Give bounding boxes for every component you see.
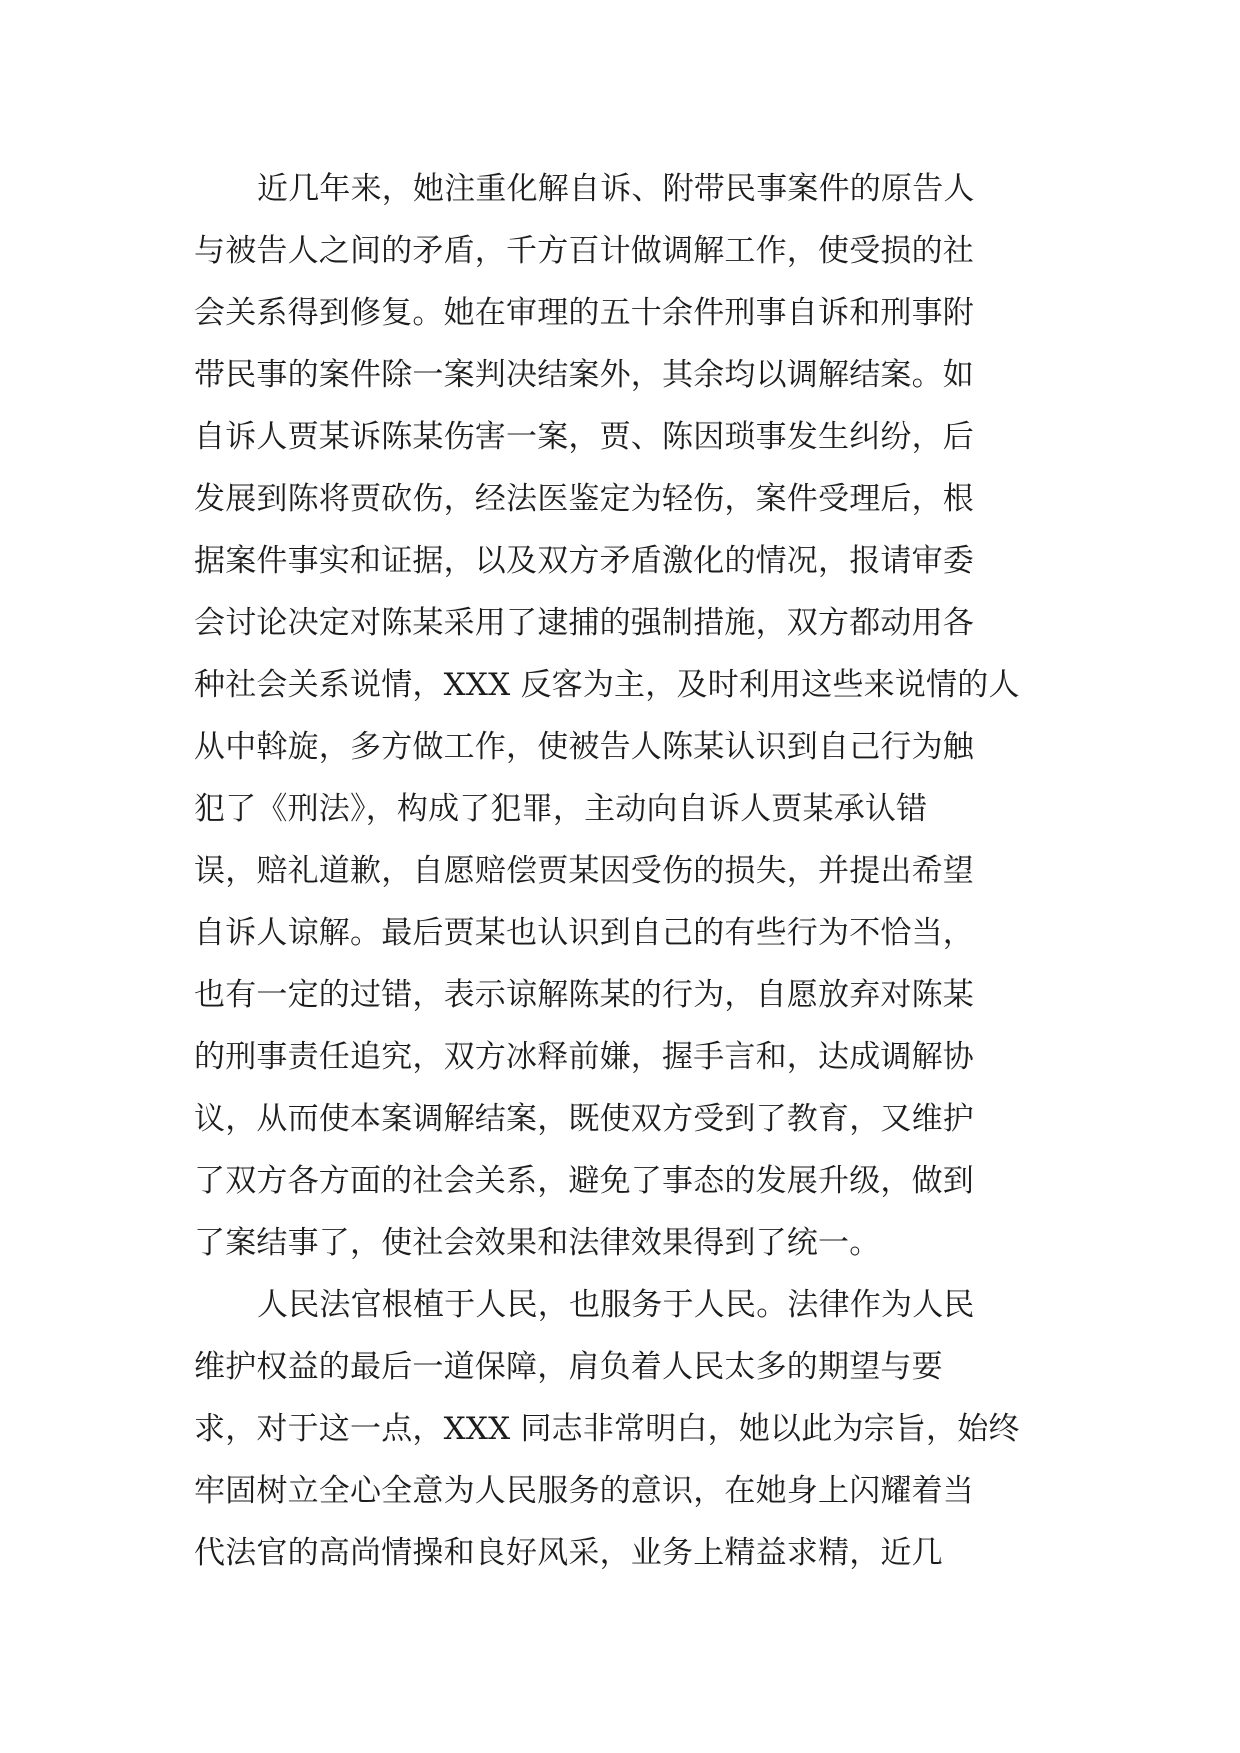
- paragraph-2-line-3: 求，对于这一点，XXX 同志非常明白，她以此为宗旨，始终: [194, 1411, 1020, 1447]
- paragraph-2-line-5: 代法官的高尚情操和良好风采，业务上精益求精，近几: [194, 1535, 943, 1571]
- paragraph-1-line-17: 了双方各方面的社会关系，避免了事态的发展升级，做到: [194, 1163, 974, 1199]
- paragraph-1-line-1: 近几年来，她注重化解自诉、附带民事案件的原告人: [257, 171, 975, 207]
- paragraph-1-line-10: 从中斡旋，多方做工作，使被告人陈某认识到自己行为触: [194, 729, 974, 765]
- paragraph-1-line-9: 种社会关系说情，XXX 反客为主，及时利用这些来说情的人: [194, 667, 1020, 703]
- paragraph-1-line-15: 的刑事责任追究，双方冰释前嫌，握手言和，达成调解协: [194, 1039, 974, 1075]
- paragraph-2-line-1: 人民法官根植于人民，也服务于人民。法律作为人民: [257, 1287, 975, 1323]
- paragraph-1-line-14: 也有一定的过错，表示谅解陈某的行为，自愿放弃对陈某: [194, 977, 974, 1013]
- paragraph-1-line-13: 自诉人谅解。最后贾某也认识到自己的有些行为不恰当，: [194, 915, 974, 951]
- paragraph-1-line-16: 议，从而使本案调解结案，既使双方受到了教育，又维护: [194, 1101, 974, 1137]
- paragraph-2-line-2: 维护权益的最后一道保障，肩负着人民太多的期望与要: [194, 1349, 943, 1385]
- paragraph-1-line-4: 带民事的案件除一案判决结案外，其余均以调解结案。如: [194, 357, 974, 393]
- paragraph-1-line-11: 犯了《刑法》，构成了犯罪，主动向自诉人贾某承认错: [194, 791, 928, 827]
- paragraph-2-line-4: 牢固树立全心全意为人民服务的意识，在她身上闪耀着当: [194, 1473, 974, 1509]
- paragraph-1-line-5: 自诉人贾某诉陈某伤害一案，贾、陈因琐事发生纠纷，后: [194, 419, 974, 455]
- paragraph-1-line-2: 与被告人之间的矛盾，千方百计做调解工作，使受损的社: [194, 233, 974, 269]
- paragraph-1-line-3: 会关系得到修复。她在审理的五十余件刑事自诉和刑事附: [194, 295, 974, 331]
- paragraph-1-line-8: 会讨论决定对陈某采用了逮捕的强制措施，双方都动用各: [194, 605, 974, 641]
- paragraph-1-line-6: 发展到陈将贾砍伤，经法医鉴定为轻伤，案件受理后，根: [194, 481, 974, 517]
- paragraph-1-line-7: 据案件事实和证据，以及双方矛盾激化的情况，报请审委: [194, 543, 974, 579]
- paragraph-1-line-18: 了案结事了，使社会效果和法律效果得到了统一。: [194, 1225, 881, 1261]
- paragraph-1-line-12: 误，赔礼道歉，自愿赔偿贾某因受伤的损失，并提出希望: [194, 853, 974, 889]
